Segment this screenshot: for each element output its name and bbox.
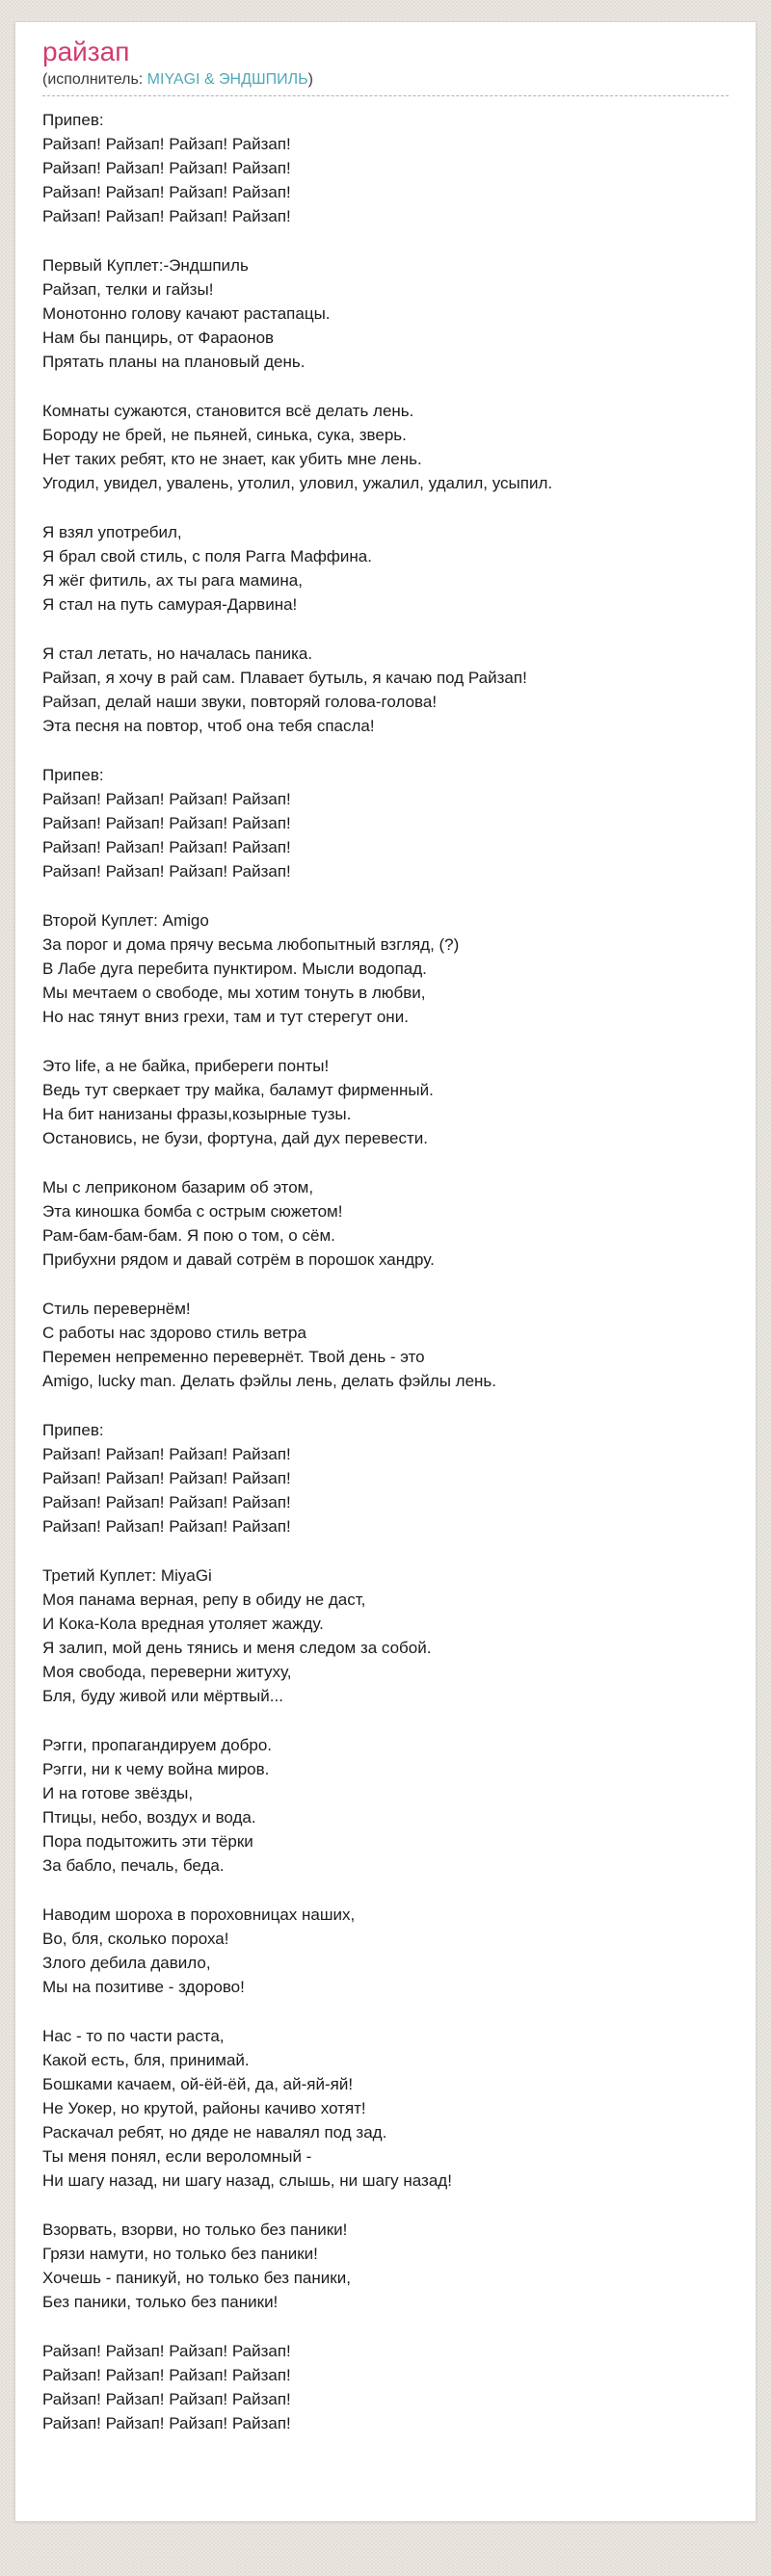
lyrics-line: Грязи намути, но только без паники! (42, 2245, 318, 2263)
lyrics-line: И на готове звёзды, (42, 1784, 194, 1802)
lyrics-line: Райзап! Райзап! Райзап! Райзап! (42, 790, 291, 808)
lyrics-line: Эта киношка бомба с острым сюжетом! (42, 1202, 343, 1221)
lyrics-line: Я жёг фитиль, ах ты рага мамина, (42, 571, 303, 590)
artist-link[interactable]: MIYAGI & ЭНДШПИЛЬ (146, 71, 308, 88)
lyrics-line: Райзап! Райзап! Райзап! Райзап! (42, 838, 291, 856)
lyrics-line: За порог и дома прячу весьма любопытный взгляд, (?) (42, 935, 460, 954)
lyrics-line: Мы мечтаем о свободе, мы хотим тонуть в любви, (42, 984, 426, 1002)
lyrics-block (42, 108, 729, 228)
lyrics-line: За бабло, печаль, беда. (42, 1856, 225, 1875)
lyrics-line: Не Уокер, но крутой, районы качиво хотят! (42, 2099, 366, 2117)
lyrics-line: Райзап! Райзап! Райзап! Райзап! (42, 159, 291, 177)
lyrics-line: Но нас тянут вниз грехи, там и тут стерегут они. (42, 1008, 409, 1026)
lyrics-line: Рэгги, ни к чему война миров. (42, 1760, 270, 1778)
lyrics-line: Это life, а не байка, прибереги понты! (42, 1057, 330, 1075)
lyrics-line: Рам-бам-бам-бам. Я пою о том, о сём. (42, 1226, 335, 1245)
lyrics-line: Райзап! Райзап! Райзап! Райзап! (42, 183, 291, 201)
lyrics-line: Нам бы панцирь, от Фараонов (42, 329, 275, 347)
lyrics-line: Во, бля, сколько пороха! (42, 1930, 229, 1948)
lyrics-block (42, 1564, 729, 1708)
lyrics-line: Райзап! Райзап! Райзап! Райзап! (42, 2366, 291, 2384)
lyrics-line: Раскачал ребят, но дяде не навалял под зад. (42, 2123, 387, 2142)
lyrics-block (42, 1297, 729, 1393)
lyrics-block (42, 1733, 729, 1878)
lyrics-line: Райзап! Райзап! Райзап! Райзап! (42, 135, 291, 153)
lyrics-line: Припев: (42, 1421, 104, 1439)
lyrics-block (42, 399, 729, 495)
lyrics-line: Amigo, lucky man. Делать фэйлы лень, делать фэйлы лень. (42, 1372, 496, 1390)
lyrics-line: Третий Куплет: MiyaGi (42, 1566, 212, 1585)
lyrics-line: Хочешь - паникуй, но только без паники, (42, 2269, 351, 2287)
lyrics-line: Я стал на путь самурая-Дарвина! (42, 595, 298, 614)
lyrics-line: Райзап! Райзап! Райзап! Райзап! (42, 2390, 291, 2408)
lyrics-line: Остановись, не бузи, фортуна, дай дух перевести. (42, 1129, 429, 1147)
lyrics-line: Ни шагу назад, ни шагу назад, слышь, ни шагу назад! (42, 2171, 452, 2190)
lyrics-line: Райзап! Райзап! Райзап! Райзап! (42, 2342, 291, 2360)
lyrics-line: Наводим шороха в пороховницах наших, (42, 1906, 356, 1924)
lyrics-block (42, 2024, 729, 2193)
lyrics-line: Рэгги, пропагандируем добро. (42, 1736, 273, 1754)
lyrics-block (42, 520, 729, 617)
lyrics-line: Райзап, телки и гайзы! (42, 280, 214, 299)
lyrics-block (42, 1418, 729, 1538)
lyrics-line: Стиль перевернём! (42, 1300, 191, 1318)
page-background (0, 21, 771, 2522)
lyrics-line: Бля, буду живой или мёртвый... (42, 1687, 283, 1705)
lyrics-block (42, 642, 729, 738)
song-title: райзап (42, 37, 130, 66)
lyrics-line: Моя свобода, переверни житуху, (42, 1663, 292, 1681)
lyrics-line: Райзап! Райзап! Райзап! Райзап! (42, 1445, 291, 1463)
lyrics-line: Райзап, делай наши звуки, повторяй голова-голова! (42, 693, 438, 711)
lyrics-block (42, 253, 729, 374)
artist-label-prefix: (исполнитель: (42, 71, 147, 88)
lyrics-line: Без паники, только без паники! (42, 2293, 279, 2311)
lyrics-line: Мы на позитиве - здорово! (42, 1978, 245, 1996)
lyrics-line: Какой есть, бля, принимай. (42, 2051, 250, 2069)
lyrics-line: Припев: (42, 766, 104, 784)
lyrics-line: Бошками качаем, ой-ёй-ёй, да, ай-яй-яй! (42, 2075, 354, 2093)
lyrics-block (42, 1054, 729, 1150)
lyrics-line: Монотонно голову качают растапацы. (42, 304, 331, 323)
lyrics-block (42, 2339, 729, 2435)
lyrics-line: Пора подытожить эти тёрки (42, 1832, 253, 1851)
lyrics-line: Перемен непременно перевернёт. Твой день - это (42, 1348, 425, 1366)
lyrics-line: Угодил, увидел, увалень, утолил, уловил, ужалил, удалил, усыпил. (42, 474, 553, 492)
lyrics-line: Я залип, мой день тянись и меня следом за собой. (42, 1639, 432, 1657)
lyrics-line: Прибухни рядом и давай сотрём в порошок хандру. (42, 1250, 435, 1269)
lyrics-line: Нас - то по части раста, (42, 2027, 225, 2045)
artist-label-suffix: ) (307, 71, 313, 88)
lyrics-line: С работы нас здорово стиль ветра (42, 1324, 306, 1342)
lyrics-text (42, 108, 729, 2435)
lyrics-line: Ты меня понял, если вероломный - (42, 2147, 312, 2166)
lyrics-line: Мы с леприконом базарим об этом, (42, 1178, 314, 1196)
lyrics-block (42, 763, 729, 883)
lyrics-line: Ведь тут сверкает тру майка, баламут фирменный. (42, 1081, 434, 1099)
lyrics-line: Первый Куплет:-Эндшпиль (42, 256, 249, 275)
lyrics-line: Нет таких ребят, кто не знает, как убить мне лень. (42, 450, 422, 468)
lyrics-line: Прятать планы на плановый день. (42, 353, 306, 371)
lyrics-line: Эта песня на повтор, чтоб она тебя спасла! (42, 717, 375, 735)
lyrics-card (14, 21, 757, 2522)
artist-line (42, 70, 729, 96)
lyrics-line: Райзап! Райзап! Райзап! Райзап! (42, 1493, 291, 1511)
lyrics-line: На бит нанизаны фразы,козырные тузы. (42, 1105, 352, 1123)
lyrics-line: Я взял употребил, (42, 523, 182, 541)
lyrics-block (42, 2218, 729, 2314)
lyrics-line: Райзап! Райзап! Райзап! Райзап! (42, 862, 291, 881)
lyrics-line: В Лабе дуга перебита пунктиром. Мысли водопад. (42, 959, 427, 978)
lyrics-line: Бороду не брей, не пьяней, синька, сука, зверь. (42, 426, 407, 444)
lyrics-line: Райзап! Райзап! Райзап! Райзап! (42, 2414, 291, 2432)
lyrics-line: Райзап! Райзап! Райзап! Райзап! (42, 814, 291, 832)
lyrics-line: Комнаты сужаются, становится всё делать лень. (42, 402, 414, 420)
lyrics-line: Второй Куплет: Amigo (42, 911, 209, 930)
lyrics-block (42, 908, 729, 1029)
lyrics-line: Райзап, я хочу в рай сам. Плавает бутыль, я качаю под Райзап! (42, 669, 527, 687)
lyrics-line: Райзап! Райзап! Райзап! Райзап! (42, 1469, 291, 1487)
lyrics-line: Взорвать, взорви, но только без паники! (42, 2221, 348, 2239)
lyrics-line: Я брал свой стиль, с поля Рагга Маффина. (42, 547, 372, 565)
lyrics-line: Я стал летать, но началась паника. (42, 644, 313, 663)
lyrics-block (42, 1903, 729, 1999)
lyrics-line: Птицы, небо, воздух и вода. (42, 1808, 256, 1827)
lyrics-line: И Кока-Кола вредная утоляет жажду. (42, 1615, 324, 1633)
lyrics-line: Райзап! Райзап! Райзап! Райзап! (42, 207, 291, 225)
lyrics-line: Злого дебила давило, (42, 1954, 211, 1972)
lyrics-line: Райзап! Райзап! Райзап! Райзап! (42, 1517, 291, 1536)
lyrics-line: Моя панама верная, репу в обиду не даст, (42, 1590, 366, 1609)
lyrics-block (42, 1175, 729, 1272)
lyrics-line: Припев: (42, 111, 104, 129)
